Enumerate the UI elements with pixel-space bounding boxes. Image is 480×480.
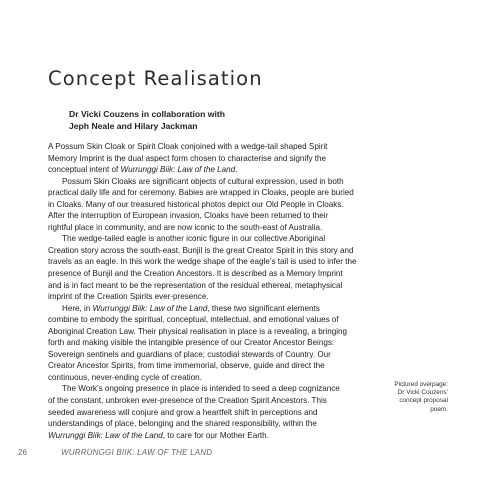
caption-line: Dr Vicki Couzens’ <box>397 389 448 397</box>
running-title: WURRUNGGI BIIK: LAW OF THE LAND <box>61 448 213 457</box>
author-credit <box>69 108 225 132</box>
paragraph <box>48 303 364 384</box>
text-line: travels as an eagle. In this work the wedge shape of the eagle’s tail is used to infer the <box>48 257 357 267</box>
author-line: Jeph Neale and Hilary Jackman <box>69 121 198 131</box>
text-line: Here, in Wurrunggi Biik: Law of the Land, these two significant elements <box>62 303 320 313</box>
text-line: Memory Imprint is the dual aspect form chosen to characterise and signify the <box>48 153 327 163</box>
work-title-emphasis: Wurrunggi Biik: Law of the Land <box>48 430 163 440</box>
image-caption <box>368 381 448 414</box>
page-footer <box>0 448 480 462</box>
body-text <box>48 141 364 441</box>
text-line: The Work’s ongoing presence in place is intended to seed a deep cognizance <box>62 384 340 394</box>
text-line: Creation story across the south-east. Bunjil is the great Creator Spirit in this story and <box>48 245 354 255</box>
paragraph <box>48 141 364 176</box>
work-title-emphasis: Wurrunggi Biik: Law of the Land <box>92 303 208 313</box>
text-line: After the interruption of European invasion, Cloaks have been returned to their <box>48 211 329 221</box>
text-line: practical daily life and for ceremony. Babies are wrapped in Cloaks, people are buried <box>48 188 354 198</box>
text-line: combine to embody the spiritual, conceptual, intellectual, and emotional values of <box>48 315 339 325</box>
caption-line: Pictured overpage: <box>394 381 448 388</box>
text-line: of the constant, unbroken ever-presence of the Creation Spirit Ancestors. This <box>48 396 327 406</box>
text-line: Sovereign sentinels and guardians of place; custodial stewards of Country. Our <box>48 349 331 359</box>
caption-line: poem. <box>430 405 448 413</box>
paragraph <box>48 176 364 234</box>
text-line: and is in fact meant to be the representation of the residual ethereal, metaphysical <box>48 280 343 290</box>
page-title: Concept Realisation <box>48 67 263 91</box>
text-line: rightful place in community, and are now iconic to the south-east of Australia. <box>48 222 323 232</box>
text-line: seeded awareness will conjure and grow a heartfelt shift in perceptions and <box>48 407 318 417</box>
text-line: Possum Skin Cloaks are significant objects of cultural expression, used in both <box>62 176 344 186</box>
text-line: Creator Ancestor Spirits, from time immemorial, observe, guide and direct the <box>48 361 325 371</box>
text-line: A Possum Skin Cloak or Spirit Cloak conjoined with a wedge-tail shaped Spirit <box>48 142 328 151</box>
text-line: Aboriginal Creation Law. Their physical realisation in place is a revealing, a bringing <box>48 326 348 336</box>
text-line: presence of Bunjil and the Creation Ancestors. It is described as a Memory Imprint <box>48 269 343 279</box>
text-line: imprint of the Creation Spirits ever-presence. <box>48 292 209 302</box>
text-line: conceptual intent of Wurrunggi Biik: Law of the Land. <box>48 165 238 175</box>
text-line: continuous, never-ending cycle of creation. <box>48 372 202 382</box>
caption-line: concept proposal <box>399 397 448 405</box>
work-title-emphasis: Wurrunggi Biik: Law of the Land <box>120 165 236 175</box>
paragraph <box>48 233 364 302</box>
text-line: forth and making visible the intangible presence of our Creator Ancestor Beings: <box>48 338 335 348</box>
text-line: in Cloaks. Many of our treasured historical photos depict our Old People in Cloaks. <box>48 199 344 209</box>
paragraph <box>48 383 364 441</box>
text-line: understandings of place, belonging and the shared responsibility, within the <box>48 419 317 429</box>
author-line: Dr Vicki Couzens in collaboration with <box>69 109 225 119</box>
page-number: 26 <box>18 448 27 457</box>
text-line: The wedge-tailed eagle is another iconic figure in our collective Aboriginal <box>62 234 326 244</box>
text-line: Wurrunggi Biik: Law of the Land, to care for our Mother Earth. <box>48 430 269 440</box>
